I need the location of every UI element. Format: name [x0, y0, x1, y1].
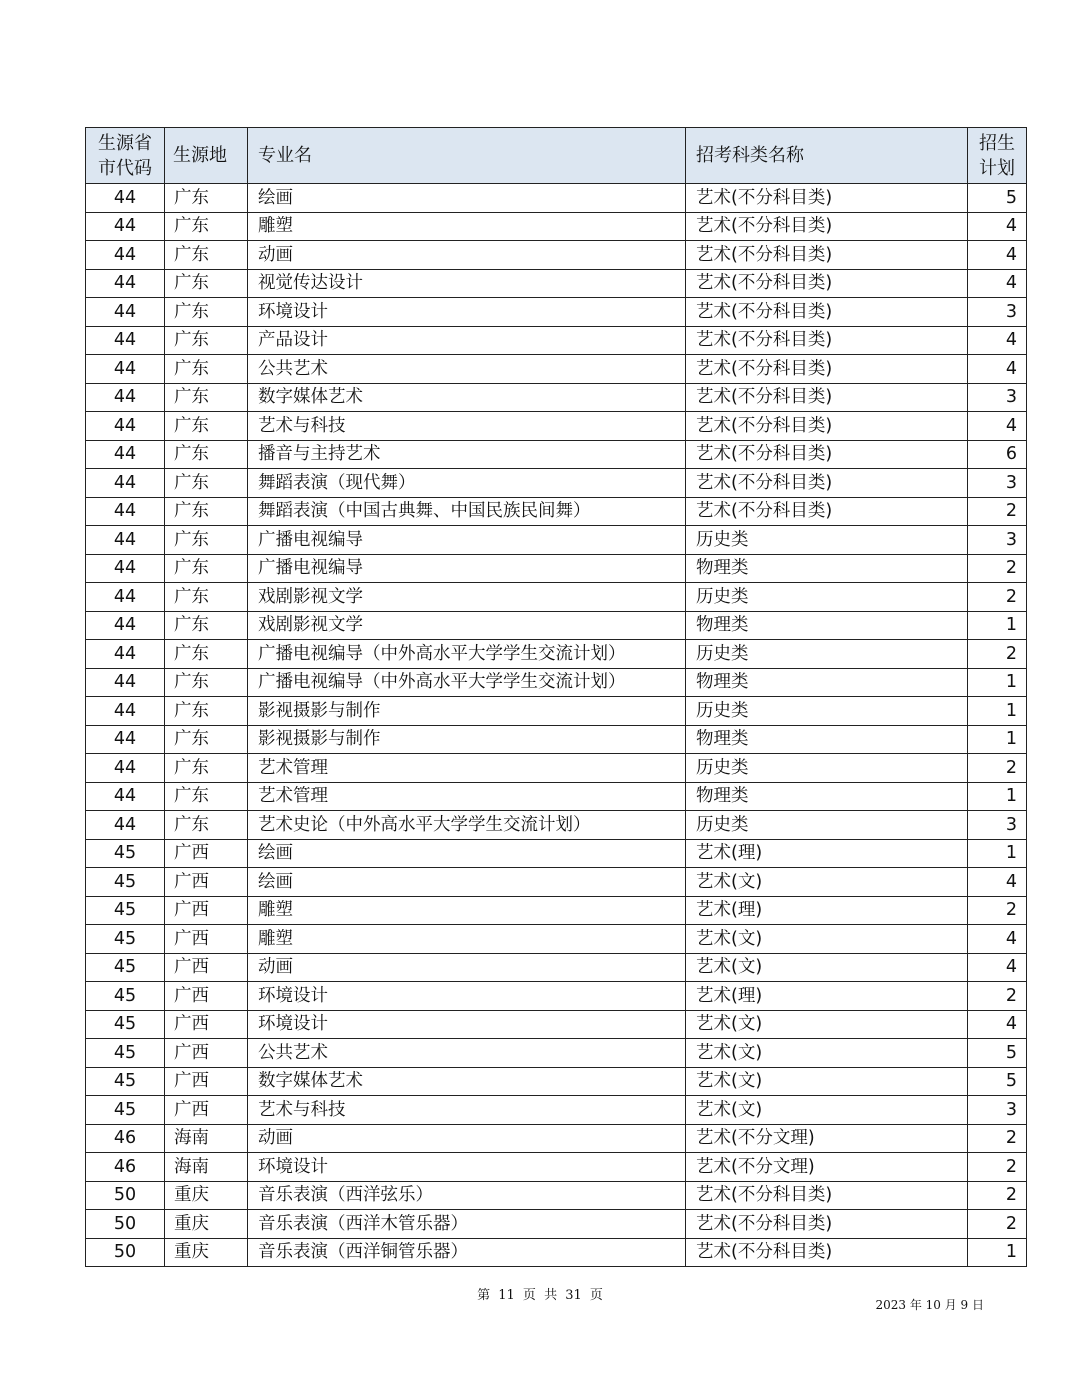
- header-plan-line1: 招生: [979, 132, 1015, 154]
- cell-origin: 广东: [165, 526, 248, 555]
- cell-origin: 广西: [165, 1039, 248, 1068]
- cell-province-code: 45: [86, 1096, 165, 1125]
- cell-major: 艺术与科技: [248, 1096, 686, 1125]
- cell-origin: 广西: [165, 1067, 248, 1096]
- cell-enrollment-plan: 1: [968, 782, 1027, 811]
- cell-enrollment-plan: 3: [968, 811, 1027, 840]
- cell-origin: 广西: [165, 953, 248, 982]
- table-row: [86, 668, 1027, 697]
- table-row: [86, 868, 1027, 897]
- cell-subject-category: 艺术(不分科目类): [686, 326, 968, 355]
- cell-province-code: 45: [86, 1067, 165, 1096]
- cell-major: 动画: [248, 953, 686, 982]
- cell-subject-category: 艺术(文): [686, 1010, 968, 1039]
- cell-enrollment-plan: 4: [968, 925, 1027, 954]
- cell-subject-category: 艺术(不分科目类): [686, 383, 968, 412]
- header-plan-line2: 计划: [979, 157, 1015, 179]
- table-row: [86, 184, 1027, 213]
- cell-subject-category: 艺术(不分科目类): [686, 469, 968, 498]
- cell-major: 艺术管理: [248, 754, 686, 783]
- table-row: [86, 725, 1027, 754]
- cell-origin: 广东: [165, 640, 248, 669]
- cell-major: 艺术管理: [248, 782, 686, 811]
- cell-subject-category: 物理类: [686, 611, 968, 640]
- cell-subject-category: 艺术(文): [686, 868, 968, 897]
- cell-enrollment-plan: 4: [968, 212, 1027, 241]
- cell-major: 广播电视编导: [248, 526, 686, 555]
- cell-major: 舞蹈表演（现代舞）: [248, 469, 686, 498]
- cell-origin: 重庆: [165, 1210, 248, 1239]
- table-row: [86, 611, 1027, 640]
- cell-enrollment-plan: 4: [968, 412, 1027, 441]
- table-row: [86, 1010, 1027, 1039]
- cell-enrollment-plan: 2: [968, 497, 1027, 526]
- cell-province-code: 44: [86, 668, 165, 697]
- table-row: [86, 953, 1027, 982]
- cell-subject-category: 历史类: [686, 526, 968, 555]
- header-enrollment-plan: [968, 128, 1027, 184]
- cell-enrollment-plan: 3: [968, 298, 1027, 327]
- cell-enrollment-plan: 2: [968, 1153, 1027, 1182]
- cell-major: 音乐表演（西洋铜管乐器）: [248, 1238, 686, 1267]
- table-row: [86, 269, 1027, 298]
- table-row: [86, 697, 1027, 726]
- cell-subject-category: 艺术(文): [686, 953, 968, 982]
- cell-province-code: 44: [86, 184, 165, 213]
- cell-province-code: 44: [86, 497, 165, 526]
- table-row: [86, 241, 1027, 270]
- cell-enrollment-plan: 2: [968, 1124, 1027, 1153]
- cell-province-code: 44: [86, 725, 165, 754]
- cell-major: 雕塑: [248, 212, 686, 241]
- cell-origin: 广东: [165, 811, 248, 840]
- cell-major: 公共艺术: [248, 1039, 686, 1068]
- cell-enrollment-plan: 4: [968, 953, 1027, 982]
- table-row: [86, 212, 1027, 241]
- cell-province-code: 44: [86, 811, 165, 840]
- cell-province-code: 44: [86, 326, 165, 355]
- cell-enrollment-plan: 2: [968, 640, 1027, 669]
- cell-subject-category: 艺术(不分科目类): [686, 269, 968, 298]
- cell-subject-category: 艺术(不分科目类): [686, 184, 968, 213]
- cell-province-code: 46: [86, 1153, 165, 1182]
- cell-province-code: 44: [86, 526, 165, 555]
- table-row: [86, 554, 1027, 583]
- cell-enrollment-plan: 4: [968, 241, 1027, 270]
- cell-enrollment-plan: 2: [968, 896, 1027, 925]
- cell-major: 影视摄影与制作: [248, 725, 686, 754]
- header-row: [86, 128, 1027, 184]
- cell-origin: 广东: [165, 754, 248, 783]
- cell-major: 舞蹈表演（中国古典舞、中国民族民间舞）: [248, 497, 686, 526]
- cell-major: 广播电视编导: [248, 554, 686, 583]
- cell-major: 动画: [248, 241, 686, 270]
- cell-province-code: 50: [86, 1238, 165, 1267]
- cell-enrollment-plan: 3: [968, 1096, 1027, 1125]
- cell-major: 环境设计: [248, 982, 686, 1011]
- cell-origin: 广东: [165, 355, 248, 384]
- cell-origin: 广东: [165, 554, 248, 583]
- header-subject-category: 招考科类名称: [686, 128, 968, 184]
- cell-province-code: 44: [86, 355, 165, 384]
- cell-major: 音乐表演（西洋弦乐）: [248, 1181, 686, 1210]
- table-row: [86, 1153, 1027, 1182]
- cell-origin: 广西: [165, 839, 248, 868]
- cell-subject-category: 艺术(不分科目类): [686, 212, 968, 241]
- cell-subject-category: 艺术(不分科目类): [686, 412, 968, 441]
- table-row: [86, 583, 1027, 612]
- cell-enrollment-plan: 2: [968, 1181, 1027, 1210]
- cell-province-code: 44: [86, 469, 165, 498]
- cell-province-code: 44: [86, 298, 165, 327]
- cell-province-code: 44: [86, 583, 165, 612]
- table-row: [86, 1238, 1027, 1267]
- cell-enrollment-plan: 1: [968, 839, 1027, 868]
- cell-major: 绘画: [248, 839, 686, 868]
- cell-subject-category: 物理类: [686, 725, 968, 754]
- table-row: [86, 1096, 1027, 1125]
- table-row: [86, 982, 1027, 1011]
- cell-major: 艺术史论（中外高水平大学学生交流计划）: [248, 811, 686, 840]
- cell-major: 数字媒体艺术: [248, 383, 686, 412]
- cell-major: 环境设计: [248, 1153, 686, 1182]
- cell-enrollment-plan: 2: [968, 1210, 1027, 1239]
- cell-origin: 广西: [165, 925, 248, 954]
- cell-province-code: 50: [86, 1210, 165, 1239]
- cell-enrollment-plan: 1: [968, 668, 1027, 697]
- cell-major: 广播电视编导（中外高水平大学学生交流计划）: [248, 668, 686, 697]
- table-row: [86, 1181, 1027, 1210]
- cell-province-code: 45: [86, 982, 165, 1011]
- cell-origin: 广东: [165, 241, 248, 270]
- cell-origin: 广西: [165, 868, 248, 897]
- cell-origin: 广东: [165, 697, 248, 726]
- cell-major: 环境设计: [248, 298, 686, 327]
- table-row: [86, 383, 1027, 412]
- cell-subject-category: 艺术(文): [686, 925, 968, 954]
- cell-origin: 海南: [165, 1124, 248, 1153]
- cell-origin: 海南: [165, 1153, 248, 1182]
- cell-origin: 广东: [165, 269, 248, 298]
- cell-major: 戏剧影视文学: [248, 583, 686, 612]
- cell-major: 数字媒体艺术: [248, 1067, 686, 1096]
- cell-origin: 广东: [165, 611, 248, 640]
- table-body: [86, 184, 1027, 1267]
- cell-origin: 广西: [165, 1010, 248, 1039]
- cell-province-code: 44: [86, 269, 165, 298]
- cell-major: 雕塑: [248, 896, 686, 925]
- cell-enrollment-plan: 3: [968, 469, 1027, 498]
- cell-enrollment-plan: 5: [968, 184, 1027, 213]
- cell-origin: 广东: [165, 440, 248, 469]
- cell-subject-category: 历史类: [686, 811, 968, 840]
- cell-origin: 广西: [165, 1096, 248, 1125]
- cell-subject-category: 物理类: [686, 782, 968, 811]
- cell-origin: 广东: [165, 212, 248, 241]
- cell-major: 音乐表演（西洋木管乐器）: [248, 1210, 686, 1239]
- cell-enrollment-plan: 1: [968, 697, 1027, 726]
- table-row: [86, 754, 1027, 783]
- enrollment-plan-table: [85, 127, 1027, 1267]
- table-row: [86, 839, 1027, 868]
- header-code-line2: 市代码: [98, 157, 152, 179]
- table-row: [86, 1039, 1027, 1068]
- cell-enrollment-plan: 3: [968, 383, 1027, 412]
- cell-province-code: 45: [86, 1010, 165, 1039]
- cell-province-code: 46: [86, 1124, 165, 1153]
- cell-major: 雕塑: [248, 925, 686, 954]
- table-row: [86, 925, 1027, 954]
- header-origin: 生源地: [165, 128, 248, 184]
- cell-province-code: 45: [86, 896, 165, 925]
- cell-enrollment-plan: 2: [968, 982, 1027, 1011]
- cell-major: 广播电视编导（中外高水平大学学生交流计划）: [248, 640, 686, 669]
- cell-enrollment-plan: 1: [968, 611, 1027, 640]
- cell-province-code: 44: [86, 412, 165, 441]
- cell-origin: 广东: [165, 583, 248, 612]
- cell-origin: 广东: [165, 184, 248, 213]
- cell-major: 播音与主持艺术: [248, 440, 686, 469]
- cell-origin: 广东: [165, 412, 248, 441]
- header-code-line1: 生源省: [98, 132, 152, 154]
- cell-subject-category: 艺术(不分科目类): [686, 440, 968, 469]
- cell-origin: 广东: [165, 725, 248, 754]
- cell-origin: 广东: [165, 298, 248, 327]
- cell-enrollment-plan: 6: [968, 440, 1027, 469]
- cell-subject-category: 艺术(不分文理): [686, 1124, 968, 1153]
- cell-subject-category: 历史类: [686, 754, 968, 783]
- cell-enrollment-plan: 4: [968, 1010, 1027, 1039]
- cell-origin: 广西: [165, 896, 248, 925]
- cell-enrollment-plan: 4: [968, 326, 1027, 355]
- cell-subject-category: 艺术(不分文理): [686, 1153, 968, 1182]
- table-row: [86, 298, 1027, 327]
- cell-enrollment-plan: 1: [968, 1238, 1027, 1267]
- cell-province-code: 45: [86, 1039, 165, 1068]
- table-row: [86, 497, 1027, 526]
- cell-major: 影视摄影与制作: [248, 697, 686, 726]
- cell-province-code: 44: [86, 554, 165, 583]
- cell-province-code: 45: [86, 953, 165, 982]
- cell-province-code: 44: [86, 440, 165, 469]
- cell-province-code: 44: [86, 212, 165, 241]
- cell-enrollment-plan: 2: [968, 583, 1027, 612]
- cell-subject-category: 艺术(理): [686, 896, 968, 925]
- cell-subject-category: 历史类: [686, 583, 968, 612]
- cell-enrollment-plan: 4: [968, 868, 1027, 897]
- table-row: [86, 1210, 1027, 1239]
- cell-province-code: 45: [86, 925, 165, 954]
- cell-province-code: 44: [86, 697, 165, 726]
- table-row: [86, 896, 1027, 925]
- table-row: [86, 1067, 1027, 1096]
- cell-subject-category: 艺术(文): [686, 1039, 968, 1068]
- table-row: [86, 326, 1027, 355]
- cell-enrollment-plan: 1: [968, 725, 1027, 754]
- table-row: [86, 526, 1027, 555]
- cell-origin: 广东: [165, 497, 248, 526]
- cell-province-code: 45: [86, 868, 165, 897]
- cell-major: 视觉传达设计: [248, 269, 686, 298]
- cell-major: 动画: [248, 1124, 686, 1153]
- header-province-code: [86, 128, 165, 184]
- cell-enrollment-plan: 4: [968, 269, 1027, 298]
- cell-province-code: 44: [86, 611, 165, 640]
- cell-subject-category: 艺术(文): [686, 1096, 968, 1125]
- cell-origin: 广东: [165, 782, 248, 811]
- cell-subject-category: 物理类: [686, 668, 968, 697]
- cell-major: 公共艺术: [248, 355, 686, 384]
- table-row: [86, 412, 1027, 441]
- page-number: 第 11 页 共 31 页: [477, 1288, 603, 1303]
- cell-province-code: 44: [86, 241, 165, 270]
- cell-major: 产品设计: [248, 326, 686, 355]
- cell-province-code: 44: [86, 383, 165, 412]
- table-row: [86, 782, 1027, 811]
- cell-enrollment-plan: 5: [968, 1039, 1027, 1068]
- cell-subject-category: 艺术(不分科目类): [686, 497, 968, 526]
- cell-major: 绘画: [248, 184, 686, 213]
- header-major: 专业名: [248, 128, 686, 184]
- table-row: [86, 640, 1027, 669]
- cell-subject-category: 艺术(不分科目类): [686, 241, 968, 270]
- cell-subject-category: 历史类: [686, 697, 968, 726]
- cell-enrollment-plan: 2: [968, 754, 1027, 783]
- cell-origin: 广东: [165, 668, 248, 697]
- cell-origin: 广西: [165, 982, 248, 1011]
- cell-major: 环境设计: [248, 1010, 686, 1039]
- cell-province-code: 44: [86, 782, 165, 811]
- table-row: [86, 469, 1027, 498]
- cell-province-code: 44: [86, 754, 165, 783]
- cell-origin: 重庆: [165, 1238, 248, 1267]
- cell-subject-category: 艺术(理): [686, 839, 968, 868]
- cell-major: 戏剧影视文学: [248, 611, 686, 640]
- cell-enrollment-plan: 3: [968, 526, 1027, 555]
- cell-origin: 广东: [165, 469, 248, 498]
- cell-subject-category: 艺术(不分科目类): [686, 355, 968, 384]
- cell-subject-category: 艺术(文): [686, 1067, 968, 1096]
- table-row: [86, 1124, 1027, 1153]
- cell-subject-category: 物理类: [686, 554, 968, 583]
- cell-enrollment-plan: 2: [968, 554, 1027, 583]
- table-row: [86, 355, 1027, 384]
- cell-province-code: 50: [86, 1181, 165, 1210]
- cell-enrollment-plan: 4: [968, 355, 1027, 384]
- cell-subject-category: 艺术(不分科目类): [686, 1210, 968, 1239]
- table-row: [86, 811, 1027, 840]
- cell-major: 绘画: [248, 868, 686, 897]
- cell-subject-category: 艺术(不分科目类): [686, 298, 968, 327]
- document-date: 2023 年 10 月 9 日: [875, 1298, 984, 1312]
- cell-subject-category: 历史类: [686, 640, 968, 669]
- cell-origin: 广东: [165, 383, 248, 412]
- cell-subject-category: 艺术(不分科目类): [686, 1238, 968, 1267]
- cell-enrollment-plan: 5: [968, 1067, 1027, 1096]
- table-header: [86, 128, 1027, 184]
- cell-subject-category: 艺术(不分科目类): [686, 1181, 968, 1210]
- cell-origin: 广东: [165, 326, 248, 355]
- cell-subject-category: 艺术(理): [686, 982, 968, 1011]
- cell-province-code: 44: [86, 640, 165, 669]
- cell-major: 艺术与科技: [248, 412, 686, 441]
- cell-province-code: 45: [86, 839, 165, 868]
- table-row: [86, 440, 1027, 469]
- cell-origin: 重庆: [165, 1181, 248, 1210]
